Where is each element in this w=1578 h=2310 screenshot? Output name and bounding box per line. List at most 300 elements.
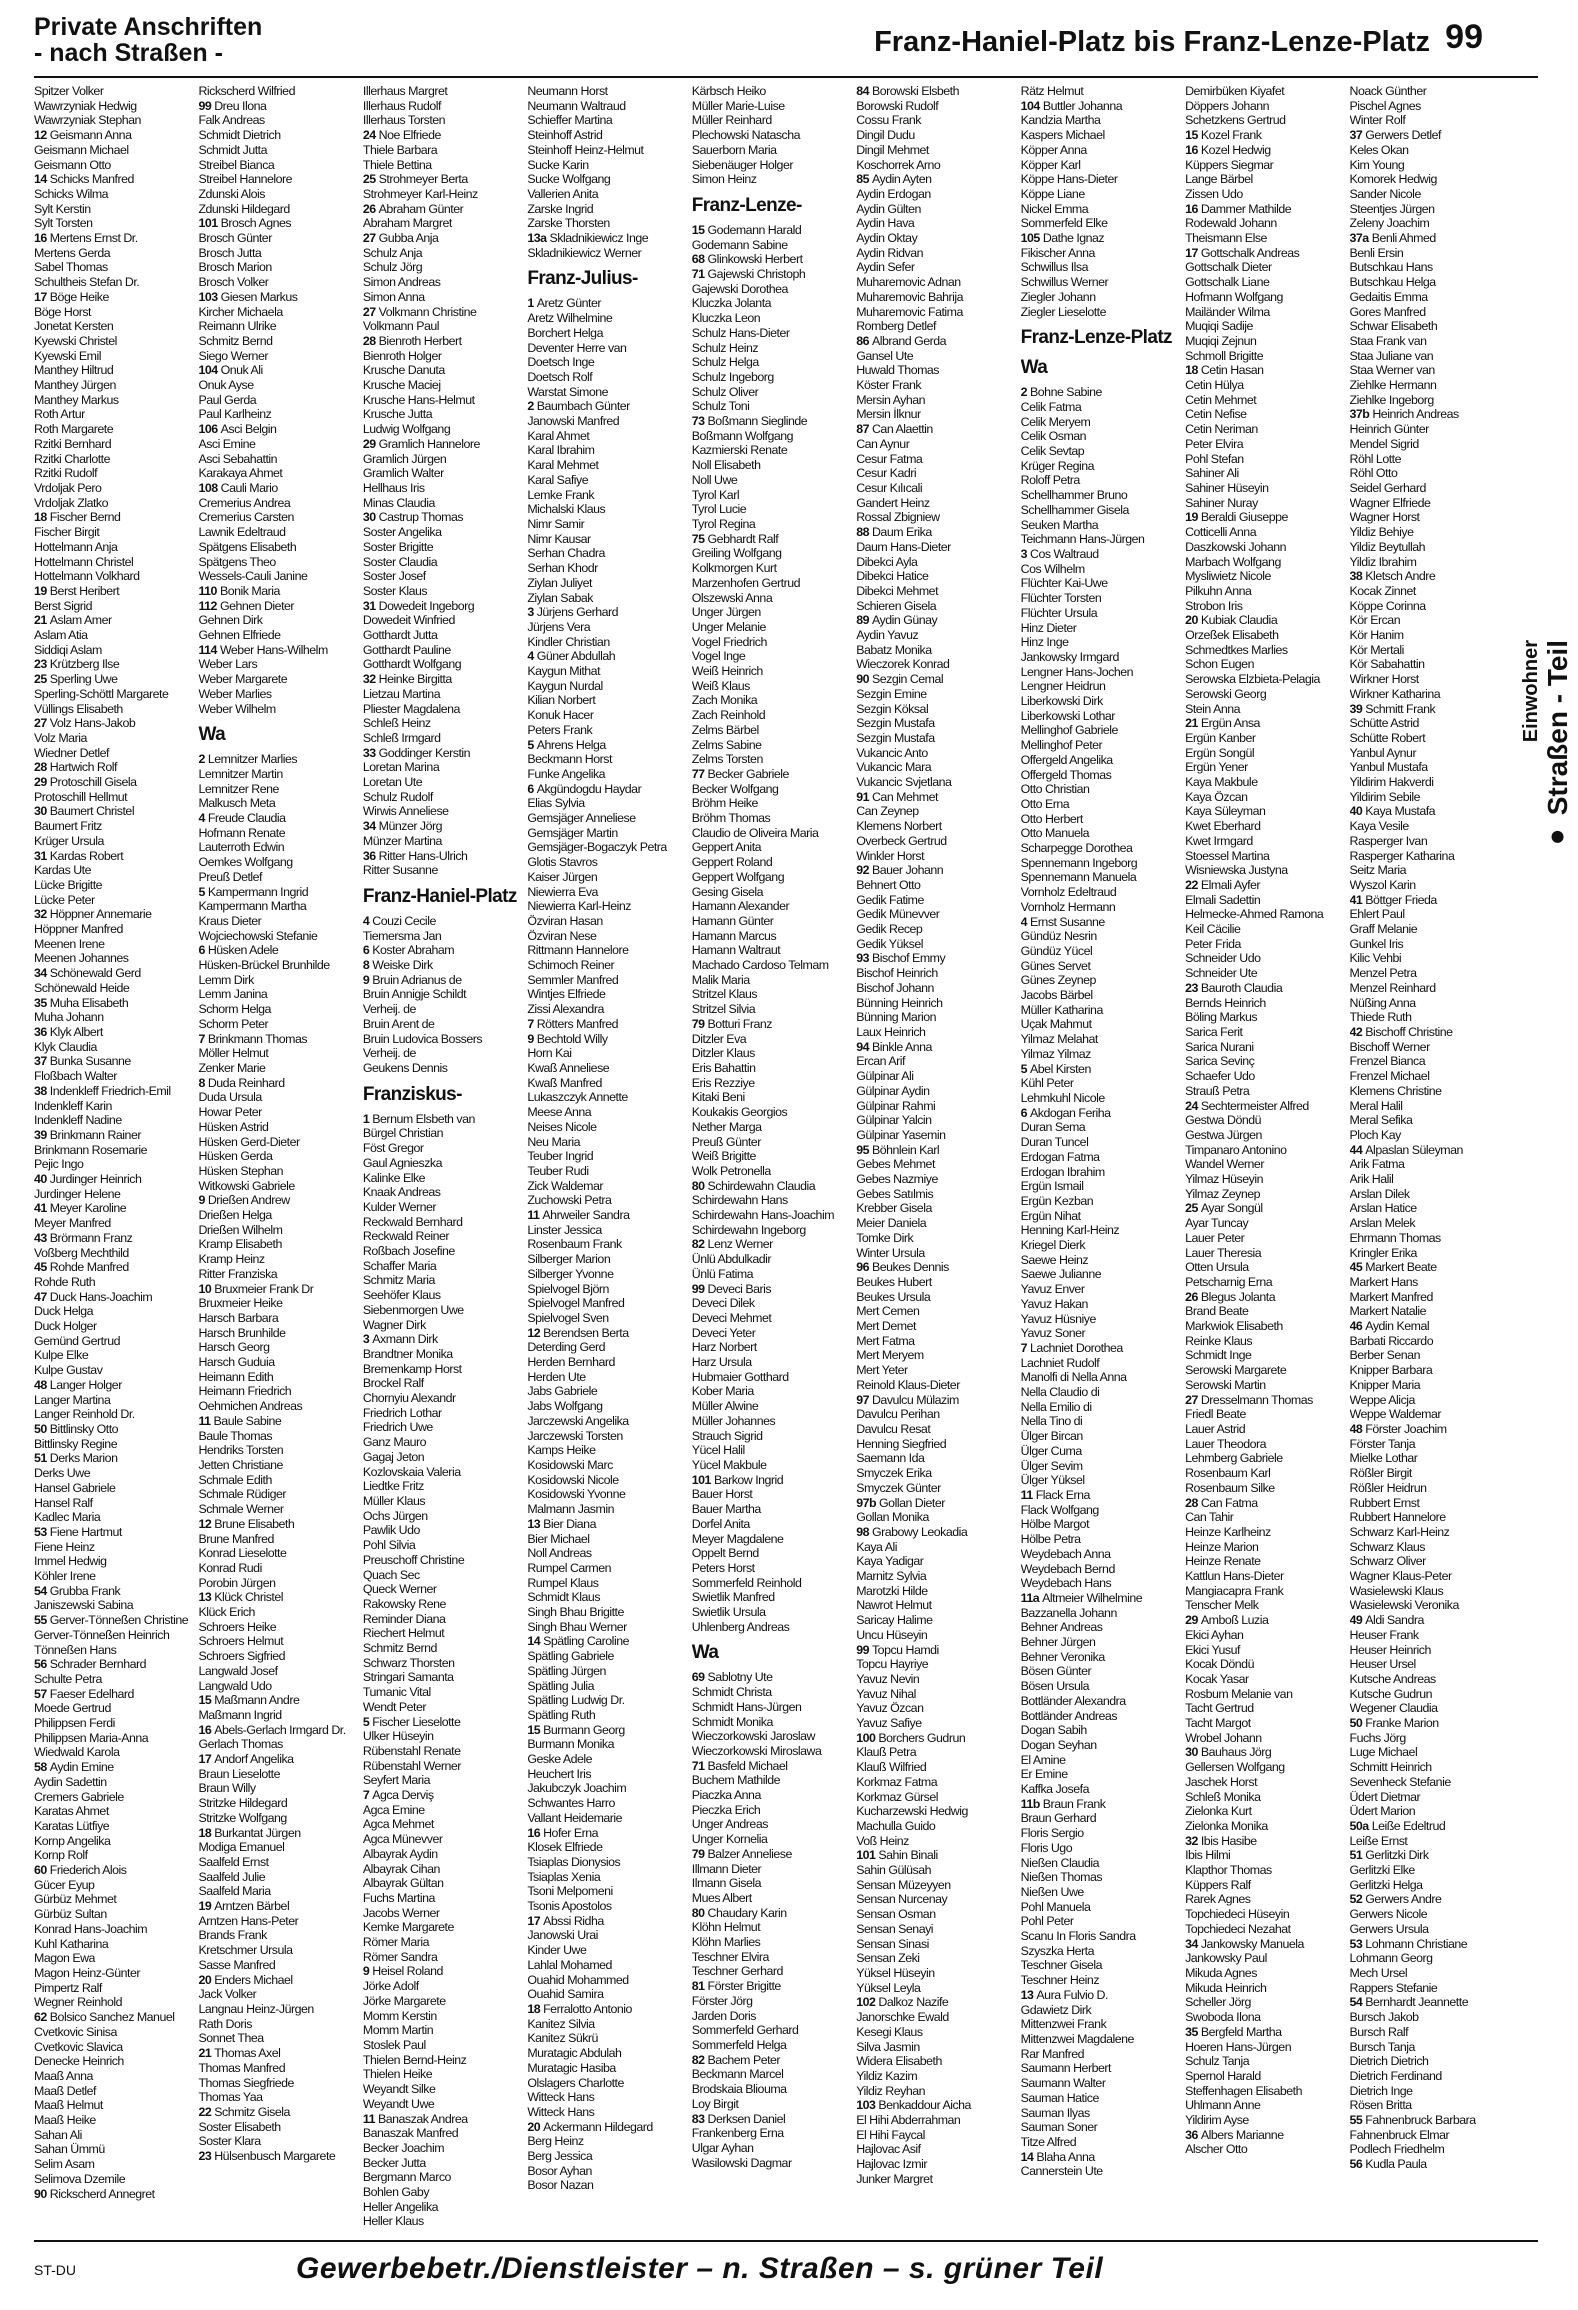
list-item: Lauer Peter (1185, 1230, 1245, 1245)
resident-name: Davulcu Mülazim (871, 1392, 959, 1407)
house-number: 18 (198, 1825, 212, 1840)
list-item: Sarica Nurani (1185, 1039, 1254, 1054)
house-number: 43 (34, 1230, 47, 1245)
resident-name: Protoschill Gisela (49, 775, 137, 790)
house-number: 30 (362, 510, 376, 525)
list-item: Witteck Hans (527, 2090, 595, 2105)
list-item: Schaefer Udo (1185, 1069, 1255, 1084)
list-item: Schwarz Karl-Heinz (1349, 1524, 1450, 1539)
list-item: Meenen Johannes (34, 951, 129, 966)
list-item: Yavuz Hüsniye (1020, 1311, 1096, 1326)
list-item (198, 584, 356, 599)
list-item (1021, 231, 1179, 246)
resident-name: Bauhaus Jörg (1200, 1745, 1272, 1760)
list-item: Rohde Ruth (34, 1274, 96, 1289)
house-number: 101 (691, 1472, 711, 1487)
list-item: Reimann Ulrike (198, 319, 277, 334)
house-number: 51 (1349, 1848, 1363, 1863)
house-number: 34 (1185, 1936, 1198, 1951)
list-item: Lengner Heidrun (1020, 679, 1106, 694)
resident-name: Gollan Dieter (879, 1495, 945, 1510)
list-item: Pieczka Erich (691, 1802, 761, 1817)
list-item: Schorm Peter (198, 1016, 269, 1031)
resident-name: Maßmann Andre (214, 1693, 300, 1708)
list-item: Saemann Ida (856, 1451, 925, 1466)
list-item: Weydebach Hans (1020, 1576, 1112, 1591)
street-heading: Wa (198, 724, 226, 746)
resident-name: Bischoff Christine (1365, 1025, 1453, 1039)
directory-column (1185, 84, 1349, 2234)
list-item: Köppe Liane (1020, 186, 1085, 201)
list-item: Kocak Yasar (1185, 1671, 1249, 1686)
list-item: Fiene Heinz (34, 1539, 95, 1554)
resident-name: Schmitt Frank (1365, 701, 1436, 716)
list-item (1185, 1290, 1343, 1305)
list-item: Bünning Marion (856, 1010, 936, 1025)
list-item: Banaszak Manfred (362, 2126, 459, 2141)
list-item (692, 1179, 850, 1194)
list-item: Rasperger Ivan (1349, 833, 1428, 848)
list-item: Cremerius Andrea (198, 495, 291, 510)
list-item: Muha Johann (34, 1010, 104, 1025)
list-item: Teschner Elvira (691, 1949, 769, 1964)
list-item: Nimr Kausar (527, 531, 591, 546)
list-item: Kocak Zinnet (1349, 583, 1416, 598)
list-item: Muratagic Hasiba (527, 2060, 616, 2075)
list-item: Köpper Anna (1020, 142, 1087, 157)
list-item: Henning Karl-Heinz (1020, 1223, 1120, 1238)
resident-name: Bischof Emmy (871, 951, 946, 966)
house-number: 33 (362, 745, 376, 760)
list-item: Malik Maria (691, 972, 750, 987)
list-item: Bosor Ayhan (527, 2163, 592, 2178)
resident-name: Lachniet Dorothea (1030, 1340, 1123, 1355)
list-item: Bauer Horst (691, 1487, 753, 1502)
resident-name: Schönewald Gerd (49, 966, 141, 981)
list-item: Münzer Martina (362, 833, 442, 848)
list-item: Förster Jörg (691, 1993, 753, 2008)
list-item: Gestwa Döndü (1185, 1113, 1262, 1128)
list-item: Baumert Fritz (34, 819, 102, 834)
house-number: 3 (1020, 546, 1028, 561)
list-item: Tyrol Regina (691, 516, 756, 531)
list-item: Zelms Sabine (691, 737, 762, 752)
list-item: Cremerius Carsten (198, 510, 294, 525)
list-item: Tsiaplas Dionysios (527, 1854, 621, 1869)
list-item: Beckmann Horst (527, 752, 612, 767)
list-item: Sensan Müzeyyen (856, 1877, 951, 1892)
list-item: Kraus Dieter (198, 913, 262, 928)
list-item: Gerlitzki Elke (1349, 1863, 1415, 1878)
list-item: Kosidowski Yvonne (527, 1487, 626, 1502)
list-item: Mert Yeter (856, 1363, 908, 1378)
list-item: Streibel Bianca (198, 157, 275, 172)
list-item: Hansel Gabriele (34, 1480, 116, 1495)
resident-name: Klück Christel (214, 1590, 283, 1605)
list-item: Niewierra Eva (527, 884, 598, 899)
list-item: Cotticelli Anna (1185, 525, 1257, 540)
list-item: Preuß Detlef (198, 869, 262, 884)
list-item: Paul Karlheinz (198, 407, 272, 422)
list-item: Kriegel Dierk (1020, 1238, 1086, 1253)
resident-name: Aura Fulvio D. (1036, 1987, 1108, 2002)
list-item: Gedaitis Emma (1349, 289, 1428, 304)
list-item: Machado Cardoso Telmam (691, 958, 829, 973)
list-item: Heinrich Günter (1349, 422, 1429, 437)
list-item: Sasse Manfred (198, 1957, 276, 1972)
list-item: Bünning Heinrich (856, 995, 943, 1010)
list-item: Riechert Helmut (362, 1626, 445, 1641)
list-item (34, 1687, 192, 1702)
house-number: 4 (1020, 914, 1028, 929)
list-item: Aretz Wilhelmine (527, 311, 613, 326)
list-item: Dowedeit Winfried (362, 613, 455, 628)
list-item: Dibekci Hatice (856, 569, 929, 584)
street-heading: Franz-Lenze- (691, 194, 802, 216)
list-item: Ulker Hüseyin (362, 1729, 434, 1744)
list-item: Marbach Wolfgang (1185, 554, 1281, 569)
list-item (1185, 1613, 1343, 1628)
list-item: Tyrol Lucie (691, 502, 747, 517)
list-item: Bursch Ralf (1349, 2024, 1409, 2039)
list-item: Krusche Hans-Helmut (362, 392, 475, 407)
list-item: Loretan Marina (362, 760, 440, 775)
list-item (34, 1260, 192, 1275)
list-item: Schellhammer Bruno (1020, 488, 1128, 503)
list-item (527, 649, 685, 664)
list-item: Geppert Roland (691, 855, 773, 870)
house-number: 34 (34, 966, 47, 981)
house-number: 20 (198, 1972, 212, 1987)
list-item (527, 231, 685, 246)
list-item: Strauß Petra (1185, 1083, 1250, 1098)
list-item: Özviran Nese (527, 928, 597, 943)
list-item: Weydebach Bernd (1020, 1561, 1115, 1576)
list-item: Langwald Josef (198, 1663, 278, 1678)
list-item: Schimoch Reiner (527, 958, 615, 973)
list-item: Yüksel Hüseyin (856, 1966, 935, 1980)
house-number: 7 (198, 1031, 205, 1046)
list-item: Steinhoff Astrid (527, 128, 603, 143)
list-item: Dorfel Anita (691, 1516, 750, 1531)
list-item: Cetin Hülya (1185, 378, 1244, 393)
house-number: 73 (691, 414, 705, 429)
house-number: 7 (362, 1788, 370, 1803)
list-item: Petscharnig Erna (1185, 1274, 1273, 1289)
list-item: Braun Gerhard (1020, 1811, 1097, 1826)
list-item (198, 943, 356, 958)
list-item: Ploch Kay (1349, 1127, 1401, 1142)
house-number: 80 (691, 1178, 705, 1193)
list-item (1021, 547, 1179, 562)
list-item: Schwillus Ilsa (1020, 260, 1088, 275)
list-item: Hinz Inge (1020, 635, 1069, 650)
list-item (34, 716, 192, 731)
list-item: Kühl Peter (1020, 1076, 1074, 1091)
list-item: Brockel Ralf (362, 1376, 424, 1391)
house-number: 19 (198, 1899, 212, 1914)
list-item: Küppers Ralf (1185, 1877, 1251, 1892)
house-number: 29 (34, 775, 47, 790)
list-item (1350, 231, 1508, 246)
list-item: Rzitki Bernhard (34, 436, 112, 451)
resident-name: Ackermann Hildegard (543, 2119, 653, 2134)
list-item: Bursch Tanja (1349, 2039, 1415, 2054)
list-item: Geppert Wolfgang (691, 869, 785, 884)
list-item: Kober Maria (691, 1384, 754, 1399)
list-item: Yavuz Nihal (856, 1686, 916, 1701)
house-number: 80 (691, 1905, 705, 1920)
list-item: Unger Jürgen (691, 605, 761, 620)
list-item: Yanbul Mustafa (1349, 760, 1428, 775)
house-number: 68 (691, 252, 705, 267)
resident-name: Altmeier Wilhelmine (1042, 1590, 1143, 1605)
list-item: Aydin Sefer (856, 260, 915, 275)
list-item: Flack Wolfgang (1020, 1502, 1099, 1517)
list-item: Harsch Georg (198, 1340, 270, 1355)
list-item: Schwantes Harro (527, 1796, 615, 1811)
list-item (692, 414, 850, 429)
list-item: Yavuz Hakan (1020, 1296, 1088, 1311)
list-item: Sarica Sevinç (1185, 1054, 1255, 1069)
list-item (1185, 143, 1343, 158)
list-item: Liberkowski Lothar (1020, 708, 1115, 723)
list-item: Berst Sigrid (34, 598, 93, 613)
house-number: 83 (691, 2111, 705, 2126)
list-item: Timpanaro Antonino (1185, 1142, 1287, 1157)
list-item (363, 231, 521, 246)
resident-name: Strohmeyer Berta (378, 172, 468, 187)
list-item: Behnert Otto (856, 877, 921, 892)
list-item: Ehrmann Thomas (1349, 1230, 1441, 1245)
list-item: Overbeck Gertrud (856, 833, 947, 848)
resident-name: Enders Michael (214, 1972, 293, 1987)
list-item: Tiemersma Jan (362, 928, 442, 943)
house-number: 6 (1020, 1105, 1028, 1120)
list-item: Nüßing Anna (1349, 995, 1416, 1010)
resident-name: Bunka Susanne (49, 1054, 131, 1069)
list-item: Strobon Iris (1185, 598, 1243, 613)
list-item: Philippsen Ferdi (34, 1716, 115, 1731)
list-item: Schulz Heinz (691, 340, 759, 355)
list-item (363, 746, 521, 761)
resident-name: Leiße Edeltrud (1371, 1818, 1446, 1833)
list-item: Spielvogel Björn (527, 1281, 609, 1296)
house-number: 85 (856, 172, 869, 187)
resident-name: Grubba Frank (49, 1583, 121, 1598)
list-item: Silva Jasmin (856, 2039, 920, 2054)
list-item: Ziegler Johann (1020, 289, 1096, 304)
list-item: Nella Emilio di (1020, 1399, 1092, 1414)
resident-name: Abraham Günter (378, 201, 464, 216)
list-item (1185, 716, 1343, 731)
list-item: Stritzel Silvia (691, 1002, 756, 1017)
house-number: 31 (34, 848, 47, 863)
street-heading: Franziskus- (362, 1083, 462, 1105)
list-item: Frankenberg Erna (691, 2126, 784, 2141)
list-item: Scharpegge Dorothea (1020, 841, 1133, 856)
list-item: Serowski Martin (1185, 1377, 1266, 1392)
list-item (198, 1826, 356, 1841)
street-heading: Franz-Julius- (527, 268, 638, 290)
list-item: Schmale Rüdiger (198, 1487, 286, 1502)
list-item: Sommerfeld Elke (1020, 216, 1108, 231)
list-item: Wyszol Karin (1349, 877, 1416, 892)
list-item: Gansel Ute (856, 348, 914, 363)
list-item: Stritzke Hildegard (198, 1796, 288, 1811)
sidebar-label: Einwohner (1520, 640, 1542, 743)
list-item: Wrobel Johann (1185, 1730, 1262, 1745)
list-item: Aydin Hava (856, 216, 915, 231)
list-item: Tacht Gertrud (1185, 1701, 1254, 1716)
list-item (692, 1906, 850, 1921)
list-item: Nießen Uwe (1020, 1884, 1084, 1899)
house-number: 28 (34, 760, 47, 775)
resident-name: Flack Erna (1035, 1487, 1090, 1502)
list-item: Schwarz Oliver (1349, 1554, 1426, 1569)
list-item: Flüchter Torsten (1020, 591, 1102, 606)
list-item: Gülpinar Ali (856, 1069, 914, 1084)
list-item: Korkmaz Gürsel (856, 1789, 939, 1804)
list-item: Duran Sema (1020, 1120, 1086, 1135)
list-item: Tenscher Melk (1185, 1598, 1259, 1613)
list-item: Unger Kornelia (691, 1832, 768, 1847)
list-item: Weiß Brigitte (691, 1149, 756, 1164)
list-item: Wawrzyniak Stephan (34, 113, 141, 128)
list-item: Winter Ursula (856, 1245, 925, 1260)
list-item: Schwarz Klaus (1349, 1539, 1425, 1554)
list-item: Marotzki Hilde (856, 1583, 928, 1598)
list-item: Wasielewski Veronika (1349, 1598, 1459, 1613)
list-item: Uçak Mahmut (1020, 1017, 1092, 1032)
list-item: Kringler Erika (1349, 1245, 1417, 1260)
list-item: Spätgens Theo (198, 554, 276, 569)
house-number: 103 (198, 289, 218, 304)
list-item: Widera Elisabeth (856, 2054, 942, 2069)
list-item: Schulte Petra (34, 1671, 102, 1686)
list-item: Röhl Otto (1349, 466, 1398, 481)
list-item: Aydin Erdogan (856, 186, 931, 201)
list-item: Zielonka Kurt (1185, 1804, 1252, 1819)
list-item: Bösen Ursula (1020, 1679, 1090, 1694)
list-item (198, 216, 356, 231)
list-item: Pawlik Udo (362, 1523, 420, 1538)
resident-name: Barkow Ingrid (713, 1472, 784, 1487)
house-number: 13 (527, 1516, 541, 1531)
house-number: 9 (362, 972, 370, 987)
house-number: 50 (1349, 1716, 1363, 1731)
resident-name: Boßmann Sieglinde (707, 414, 808, 429)
list-item: Cesur Fatma (856, 451, 923, 466)
list-item: Michalski Klaus (527, 502, 606, 517)
list-item (1185, 202, 1343, 217)
list-item: Nimr Samir (527, 516, 585, 531)
list-item: Unger Melanie (691, 619, 766, 634)
house-number: 50a (1349, 1818, 1369, 1833)
list-item: Ergün Kanber (1185, 730, 1256, 745)
list-item: Aydin Ridvan (856, 245, 923, 260)
list-item: Rar Manfred (1020, 2046, 1084, 2061)
list-item: Brandtner Monika (362, 1346, 453, 1361)
list-item: Otten Ursula (1185, 1260, 1249, 1275)
list-item: Wagner Horst (1349, 510, 1420, 525)
list-item: Kampermann Martha (198, 899, 307, 914)
header-section-subtitle: - nach Straßen - (34, 39, 223, 67)
list-item: Neumann Horst (527, 84, 608, 98)
house-number: 5 (1020, 1061, 1028, 1076)
resident-name: Bienroth Herbert (378, 333, 462, 348)
list-item: Meenen Irene (34, 936, 105, 951)
resident-name: Baule Sabine (213, 1413, 282, 1428)
list-item: Brosch Volker (198, 275, 269, 290)
list-item: Kuhl Katharina (34, 1936, 109, 1951)
list-item (363, 1715, 521, 1730)
header-rule (34, 76, 1538, 78)
list-item: Drießen Helga (198, 1208, 272, 1223)
resident-name: Aretz Günter (536, 296, 601, 311)
list-item (34, 672, 192, 687)
list-item: Zissen Udo (1185, 186, 1243, 201)
list-item: Immel Hedwig (34, 1554, 107, 1569)
list-item: Seuken Martha (1020, 517, 1099, 532)
list-item: Cos Wilhelm (1020, 561, 1085, 576)
list-item: Bottländer Alexandra (1020, 1693, 1126, 1708)
list-item (1350, 804, 1508, 819)
resident-name: Meyer Karoline (49, 1201, 127, 1216)
list-item: Rosenbaum Silke (1185, 1480, 1275, 1495)
list-item: Kornp Rolf (34, 1848, 88, 1863)
list-item: Nickel Emma (1020, 201, 1089, 216)
list-item: Sauman Soner (1020, 2120, 1098, 2135)
list-item: Wagner Klaus-Peter (1349, 1569, 1452, 1584)
list-item: Hofmann Wolfgang (1185, 289, 1283, 304)
list-item (856, 84, 1014, 99)
list-item: Lawnik Edeltraud (198, 525, 286, 540)
resident-name: Botturi Franz (707, 1016, 772, 1031)
resident-name: Cos Waltraud (1030, 546, 1099, 561)
list-item (1350, 1025, 1508, 1040)
list-item: Saalfeld Ernst (198, 1854, 269, 1869)
list-item: Ergün Ismail (1020, 1179, 1084, 1194)
list-item: Kulpe Gustav (34, 1363, 103, 1378)
list-item: Yilmaz Hüseyin (1185, 1172, 1263, 1187)
house-number: 25 (34, 672, 47, 687)
list-item: Oehmichen Andreas (198, 1399, 303, 1414)
house-number: 5 (527, 737, 534, 752)
house-number: 29 (362, 436, 376, 451)
list-item: Spätling Julia (527, 1678, 595, 1693)
list-item: Can Aynur (856, 436, 910, 451)
list-item: Hüsken Astrid (198, 1119, 269, 1134)
list-item (34, 1378, 192, 1393)
list-item: Illerhaus Torsten (362, 113, 446, 128)
house-number: 36 (34, 1025, 47, 1039)
list-item: Silberger Marion (527, 1252, 611, 1267)
list-item: Schneider Udo (1185, 951, 1261, 966)
list-item: Aslam Atia (34, 628, 88, 643)
list-item: Bottländer Andreas (1020, 1708, 1118, 1723)
list-item (363, 1112, 521, 1127)
list-item (527, 782, 685, 797)
list-item: Junker Margret (856, 2171, 933, 2186)
list-item: Mittenzwei Magdalene (1020, 2032, 1134, 2046)
list-item: Weydebach Anna (1020, 1546, 1111, 1561)
list-item: Queck Werner (362, 1582, 437, 1597)
list-item: Arslan Melek (1349, 1216, 1416, 1231)
list-item (1021, 1797, 1179, 1812)
list-item: Kosidowski Marc (527, 1457, 613, 1472)
list-item: Fischer Birgit (34, 525, 100, 540)
